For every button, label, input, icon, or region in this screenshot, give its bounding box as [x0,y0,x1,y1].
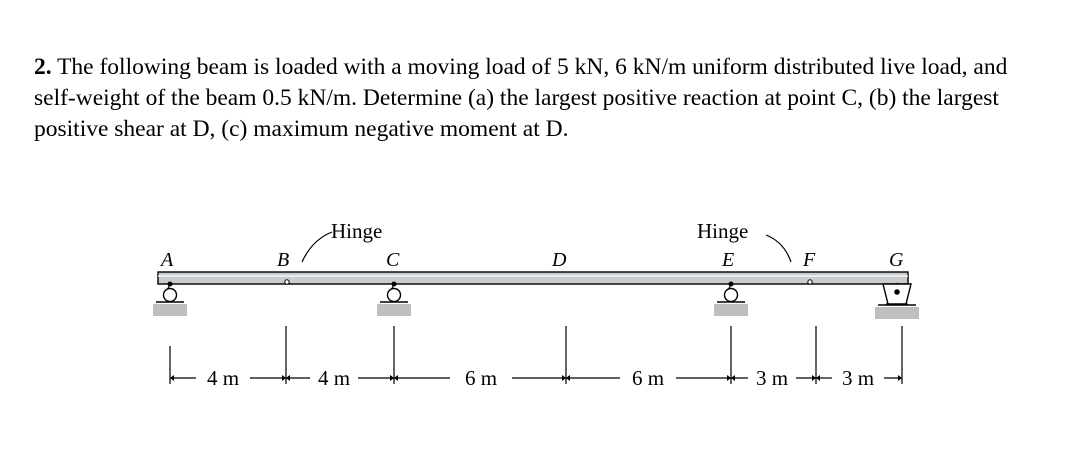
label-f: F [803,249,816,271]
dim-ab: 4 m [206,366,240,390]
problem-text: The following beam is loaded with a moving load of 5 kN, 6 kN/m uniform distributed live load, and self-weight of the beam 0.5 kN/m. Determine (a) the largest positive reaction at point C, (b) the largest positive shear at D, (c) maximum negative moment at D. [34,54,1008,142]
roller-support-a [153,282,187,317]
label-b: B [277,249,290,271]
label-d: D [552,249,567,271]
dim-fg: 3 m [841,366,875,390]
dim-cd: 6 m [464,366,498,390]
beam [158,272,908,284]
label-e: E [722,249,735,271]
dim-ef: 3 m [755,366,789,390]
hinge-arrow-c [302,232,332,262]
roller-support-c [377,282,411,317]
label-g: G [889,249,904,271]
dimension-line [170,326,902,384]
label-c: C [386,249,400,271]
hinge-label-left: Hinge [331,219,383,243]
hinge-arrow-e [766,235,791,262]
problem-number: 2. [34,54,52,80]
dim-de: 6 m [631,366,665,390]
hinge-dot-b [285,280,289,284]
roller-support-e [714,282,748,317]
hinge-label-right: Hinge [697,219,749,243]
hinge-dot-f [808,280,812,284]
label-a: A [161,249,174,271]
dim-bc: 4 m [317,366,351,390]
pin-support-g [875,284,919,319]
